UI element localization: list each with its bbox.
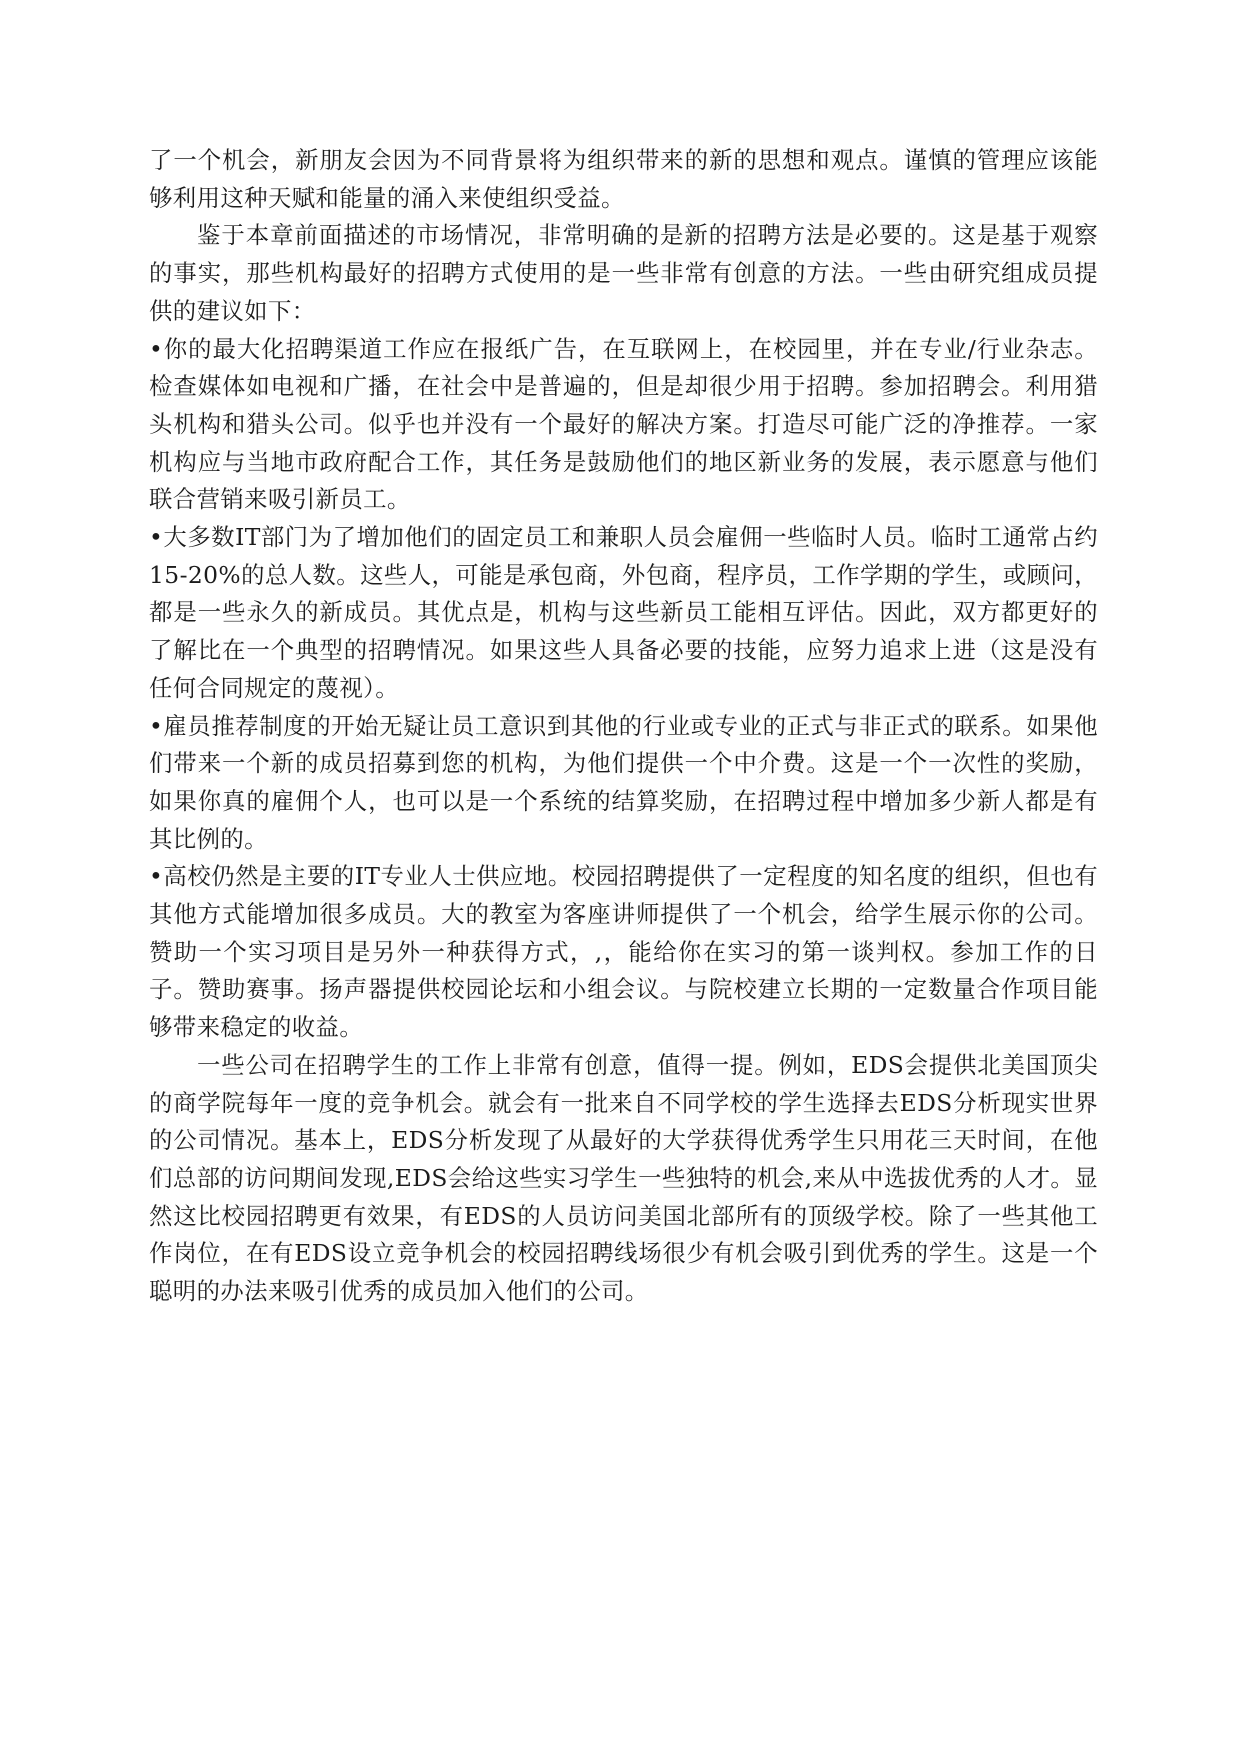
paragraph-eds-example: 一些公司在招聘学生的工作上非常有创意，值得一提。例如，EDS会提供北美国顶尖的商学院每年一度的竞争机会。就会有一批来自不同学校的学生选择去EDS分析现实世界的公司情况。基本上，EDS分析发现了从最好的大学获得优秀学生只用花三天时间，在他们总部的访问期间发现,EDS会给这些实习学生一些独特的机会,来从中选拔优秀的人才。显然这比校园招聘更有效果，有EDS的人员访问美国北部所有的顶级学校。除了一些其他工作岗位，在有EDS设立竞争机会的校园招聘线场很少有机会吸引到优秀的学生。这是一个聪明的办法来吸引优秀的成员加入他们的公司。 [149, 1050, 1098, 1306]
document-body [149, 142, 1098, 1311]
bullet-paragraph-employee-referral: •雇员推荐制度的开始无疑让员工意识到其他的行业或专业的正式与非正式的联系。如果他们带来一个新的成员招募到您的机构，为他们提供一个中介费。这是一个一次性的奖励，如果你真的雇佣个人，也可以是一个系统的结算奖励，在招聘过程中增加多少新人都是有其比例的。 [149, 711, 1098, 853]
bullet-paragraph-temporary-staff: •大多数IT部门为了增加他们的固定员工和兼职人员会雇佣一些临时人员。临时工通常占约15-20%的总人数。这些人，可能是承包商，外包商，程序员，工作学期的学生，或顾问，都是一些永久的新成员。其优点是，机构与这些新员工能相互评估。因此，双方都更好的了解比在一个典型的招聘情况。如果这些人具备必要的技能，应努力追求上进（这是没有任何合同规定的蔑视）。 [149, 523, 1098, 702]
bullet-paragraph-recruitment-channels: •你的最大化招聘渠道工作应在报纸广告，在互联网上，在校园里，并在专业/行业杂志。检查媒体如电视和广播，在社会中是普遍的，但是却很少用于招聘。参加招聘会。利用猎头机构和猎头公司。似乎也并没有一个最好的解决方案。打造尽可能广泛的净推荐。一家机构应与当地市政府配合工作，其任务是鼓励他们的地区新业务的发展，表示愿意与他们联合营销来吸引新员工。 [149, 334, 1098, 514]
paragraph-2: 鉴于本章前面描述的市场情况，非常明确的是新的招聘方法是必要的。这是基于观察的事实，那些机构最好的招聘方式使用的是一些非常有创意的方法。一些由研究组成员提供的建议如下： [149, 221, 1098, 325]
paragraph-1: 了一个机会，新朋友会因为不同背景将为组织带来的新的思想和观点。谨慎的管理应该能够利用这种天赋和能量的涌入来使组织受益。 [149, 146, 1098, 212]
bullet-paragraph-universities: •高校仍然是主要的IT专业人士供应地。校园招聘提供了一定程度的知名度的组织，但也有其他方式能增加很多成员。大的教室为客座讲师提供了一个机会，给学生展示你的公司。赞助一个实习项目是另外一种获得方式，,，能给你在实习的第一谈判权。参加工作的日子。赞助赛事。扬声器提供校园论坛和小组会议。与院校建立长期的一定数量合作项目能够带来稳定的收益。 [149, 862, 1098, 1042]
